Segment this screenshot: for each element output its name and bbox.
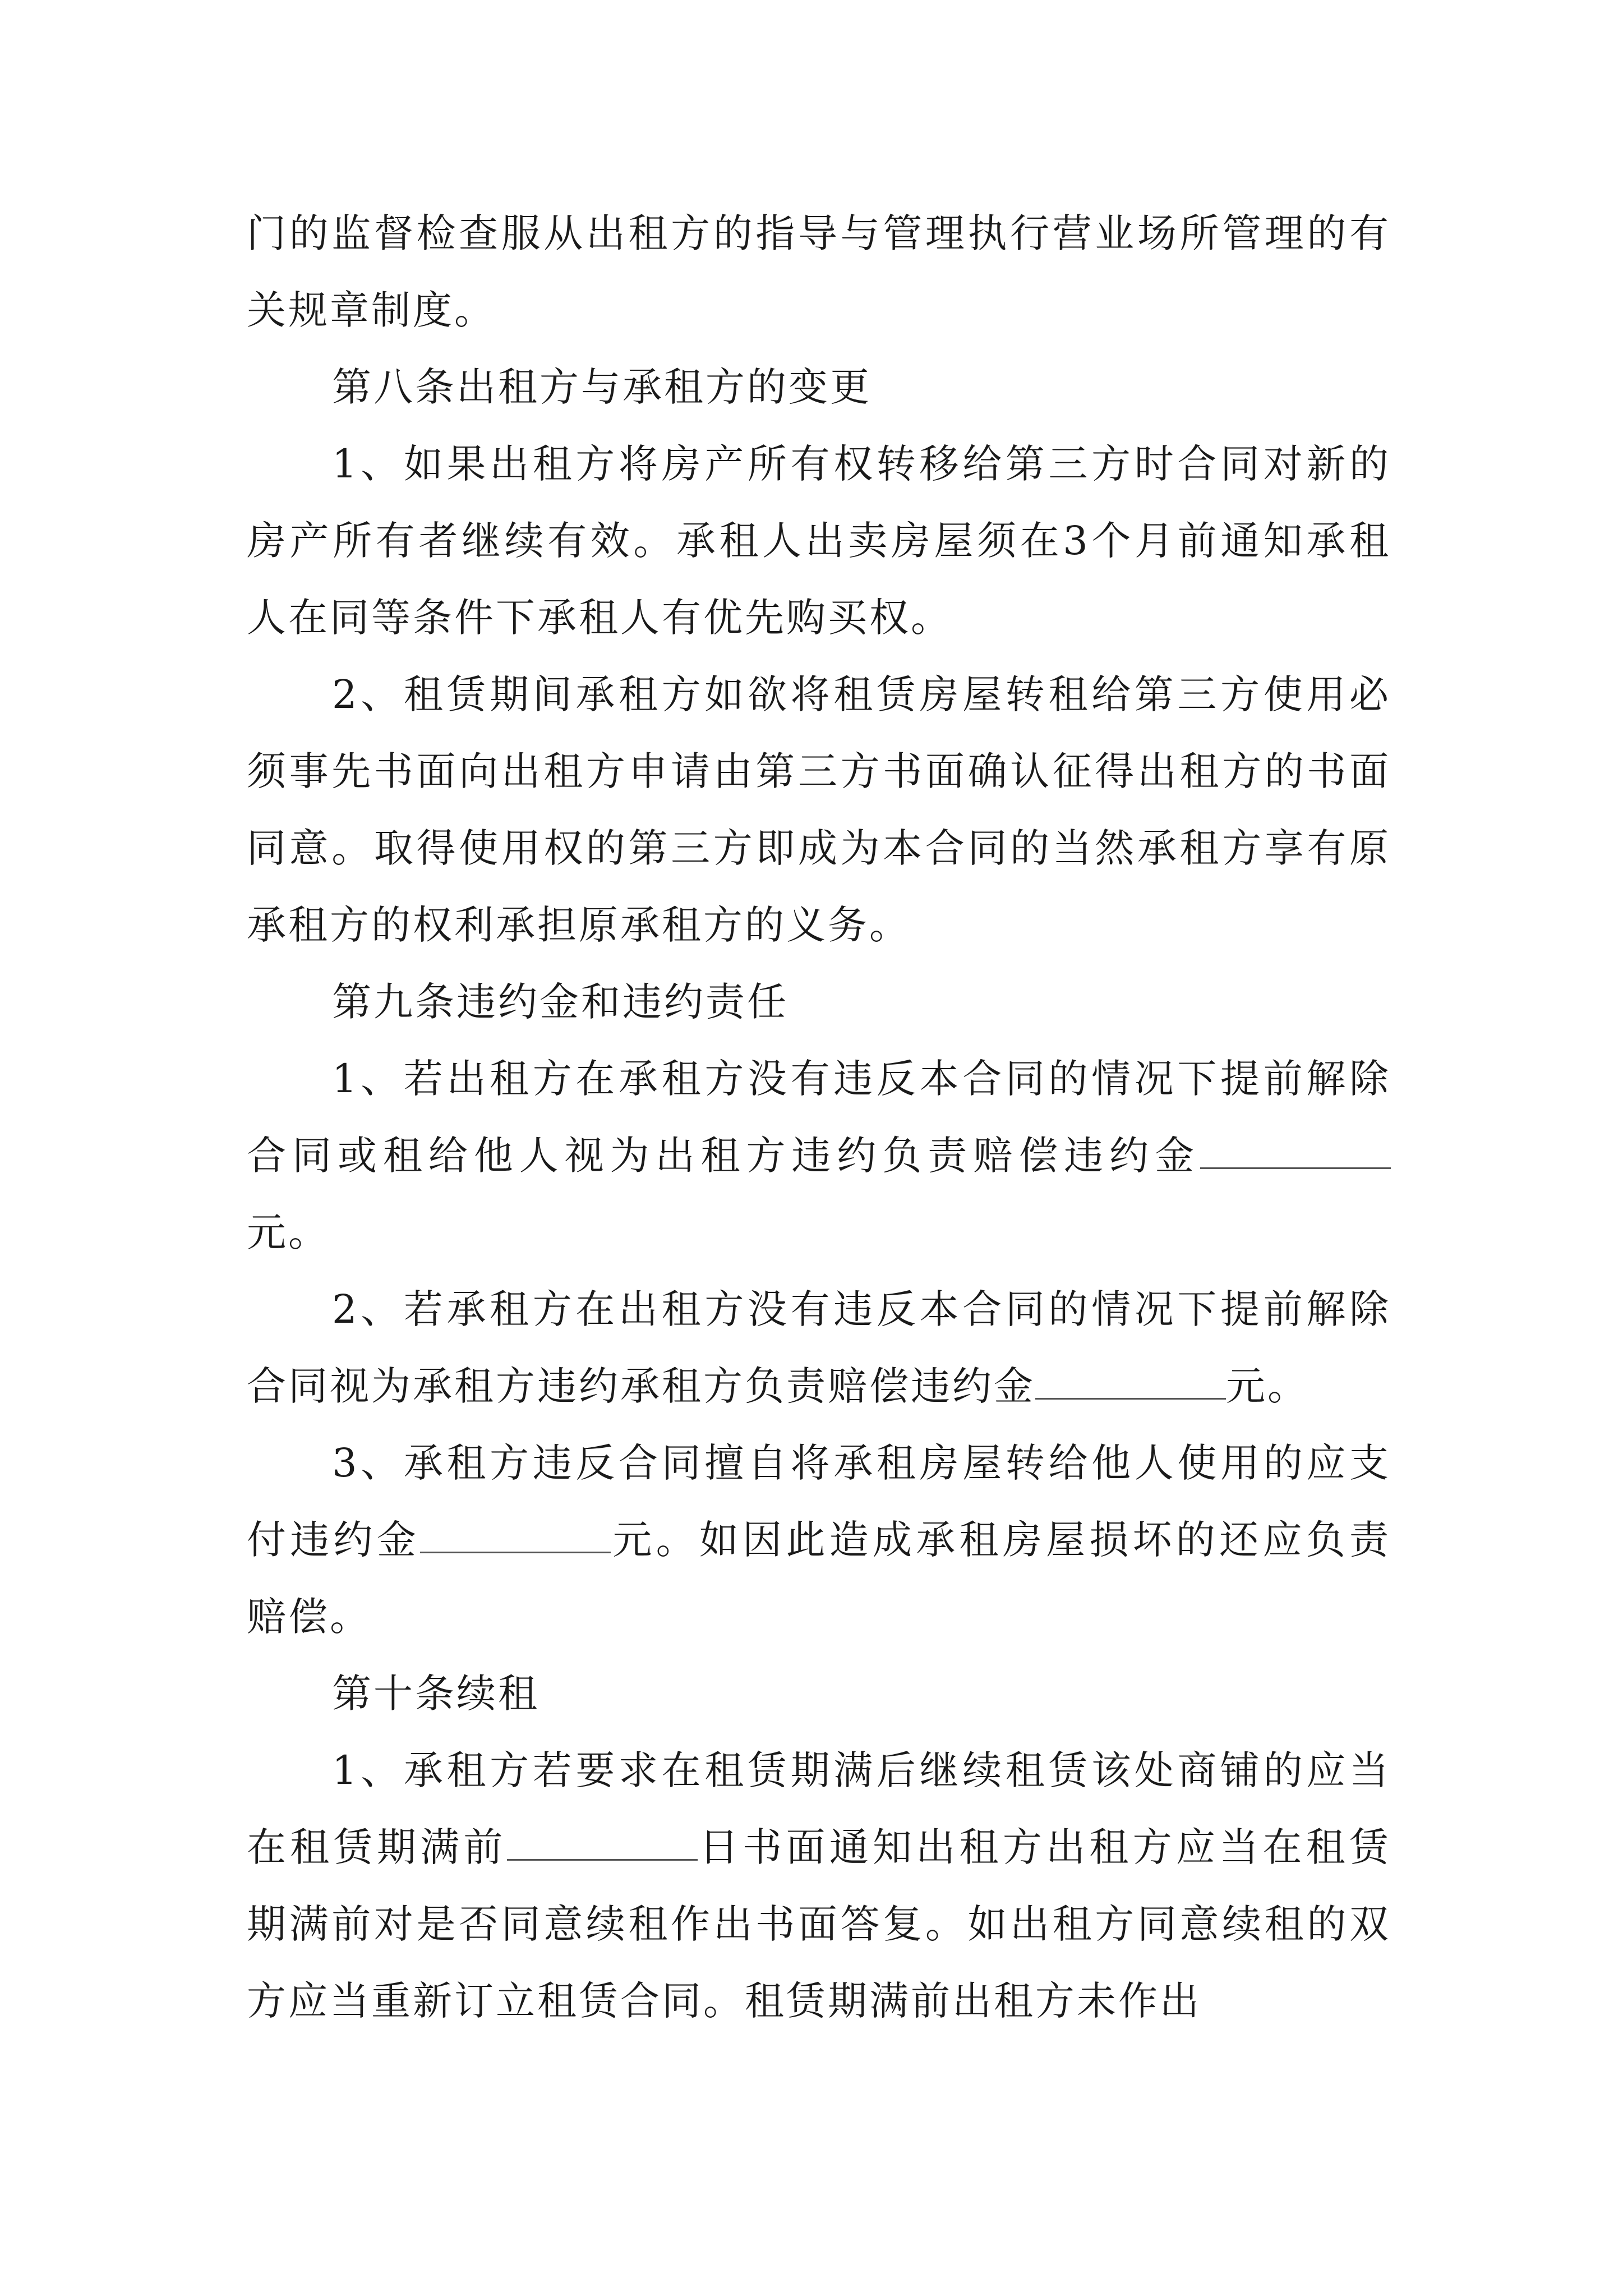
clause-text: 1、承租方若要求在租赁期满后继续租赁该处商铺的应当在租赁期满前	[247, 1747, 1391, 1870]
clause-text: 1、若出租方在承租方没有违反本合同的情况下提前解除合同或租给他人视为出租方违约负责赔偿违约金	[247, 1056, 1391, 1179]
clause-text: 日书面通知出租方出租方应当在租赁期满前对是否同意续租作出书面答复。如出租方同意续租的双方应当重新订立租赁合同。租赁期满前出租方未作出	[247, 1824, 1391, 2024]
section-heading-article-9: 第九条违约金和违约责任	[332, 979, 789, 1025]
paragraph-article-10-clause-1	[247, 1732, 1391, 2040]
clause-text: 3、承租方违反合同擅自将承租房屋转给他人使用的应支付违约金	[247, 1440, 1391, 1563]
clause-text: 元。如因此造成承租房屋损坏的还应负责赔偿。	[247, 1517, 1391, 1640]
section-heading-article-8: 第八条出租方与承租方的变更	[332, 364, 872, 410]
paragraph-article-9-clause-2	[247, 1271, 1391, 1425]
clause-text: 元。	[247, 1209, 330, 1255]
paragraph-article-9-clause-1	[247, 1041, 1391, 1271]
section-heading-article-10: 第十条续租	[332, 1671, 540, 1717]
clause-text: 2、若承租方在出租方没有违反本合同的情况下提前解除合同视为承租方违约承租方负责赔偿违约金	[247, 1286, 1391, 1409]
fill-in-blank	[1200, 1134, 1391, 1169]
clause-text: 元。	[1226, 1363, 1309, 1409]
fill-in-blank	[507, 1825, 698, 1861]
paragraph-article-8-clause-2: 2、租赁期间承租方如欲将租赁房屋转租给第三方使用必须事先书面向出租方申请由第三方书面确认征得出租方的书面同意。取得使用权的第三方即成为本合同的当然承租方享有原承租方的权利承担原承租方的义务。	[247, 671, 1391, 948]
paragraph-article-8-clause-1: 1、如果出租方将房产所有权转移给第三方时合同对新的房产所有者继续有效。承租人出卖房屋须在3个月前通知承租人在同等条件下承租人有优先购买权。	[247, 441, 1391, 641]
fill-in-blank	[420, 1518, 611, 1553]
document-body	[247, 195, 1391, 2040]
paragraph-continuation: 门的监督检查服从出租方的指导与管理执行营业场所管理的有关规章制度。	[247, 210, 1391, 333]
paragraph-article-9-clause-3	[247, 1425, 1391, 1655]
fill-in-blank	[1035, 1364, 1226, 1400]
